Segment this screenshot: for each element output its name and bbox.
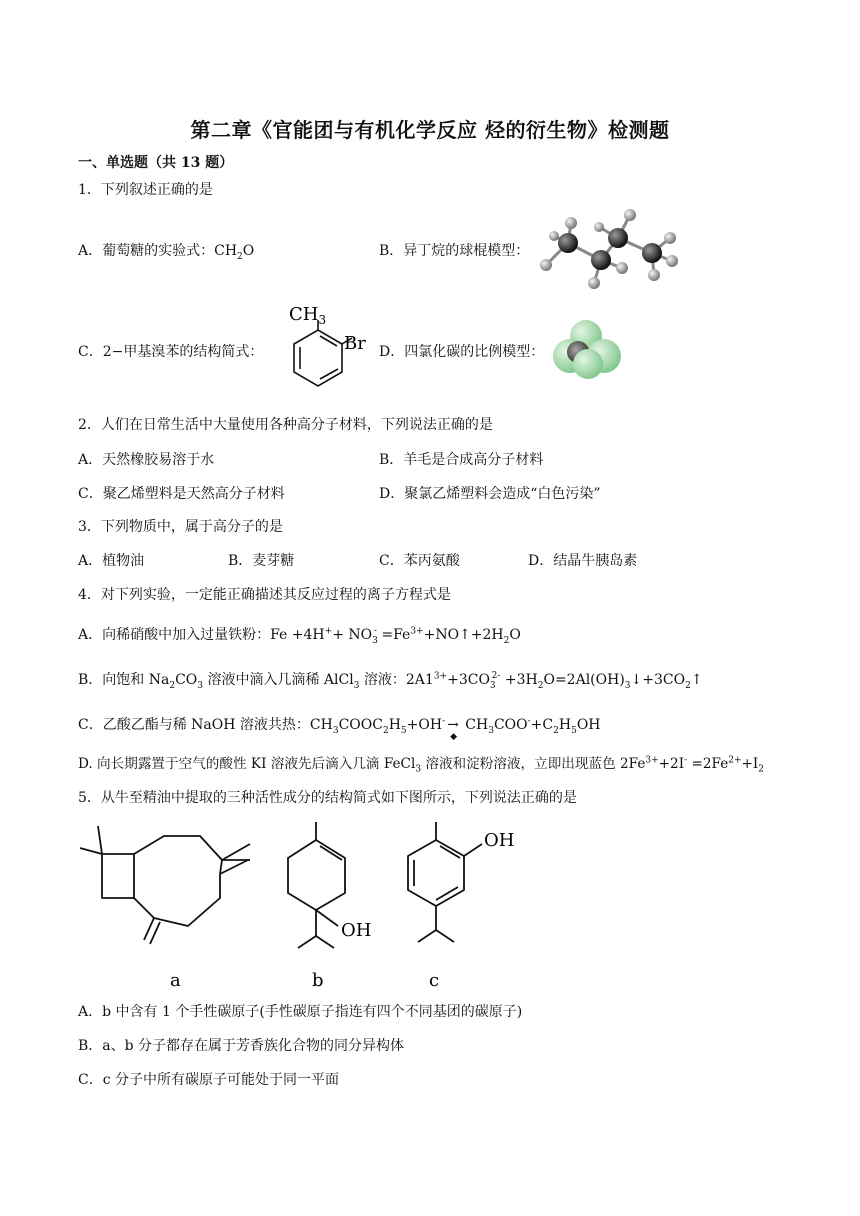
q4-option-a: A．向稀硝酸中加入过量铁粉：$Fe +4H^++ NO_3^-$ $=Fe^{3+}+NO↑+2H_2O$ [78, 626, 521, 646]
hydroxyl-label-b: OH [341, 920, 372, 941]
q2-stem: 2．人们在日常生活中大量使用各种高分子材料，下列说法正确的是 [78, 417, 493, 433]
section-heading: 一、单选题（共 13 题） [78, 155, 234, 171]
q3-stem: 3．下列物质中，属于高分子的是 [78, 519, 283, 535]
label-b: b [312, 970, 324, 991]
hydrogen-atom [565, 217, 577, 229]
label-a: a [170, 970, 181, 991]
hydrogen-atom [666, 255, 678, 267]
q1-option-d-label: D．四氯化碳的比例模型： [379, 344, 545, 360]
q4-option-c: C．乙酸乙酯与稀 NaOH 溶液共热：$CH_3COOC_2H_5+OH^-$ → ◆ $CH_3COO^-+C_2H_5OH$ [78, 716, 601, 742]
q1-option-a-tail: O [242, 243, 255, 259]
q5-structures-figure [70, 818, 530, 998]
hydrogen-atom [549, 231, 559, 241]
methyl-label: $CH_3$ [289, 304, 327, 327]
q3-option-d: D．结晶牛胰岛素 [528, 553, 638, 569]
q1-option-a [78, 242, 254, 260]
hydrogen-atom [664, 232, 676, 244]
hydrogen-atom [648, 269, 660, 281]
carbon-atom [642, 243, 662, 263]
q3-option-a: A．植物油 [78, 553, 145, 569]
hydroxyl-label-c: OH [484, 830, 515, 851]
label-c: c [429, 970, 440, 991]
q1-option-b-label: B．异丁烷的球棍模型： [379, 243, 530, 259]
q1-stem: 1．下列叙述正确的是 [78, 182, 213, 198]
hydrogen-atom [624, 209, 636, 221]
heat-arrow-icon: → [447, 717, 459, 733]
q2-option-c: C．聚乙烯塑料是天然高分子材料 [78, 486, 285, 502]
carbon-atom [591, 250, 611, 270]
q5-option-c: C．c 分子中所有碳原子可能处于同一平面 [78, 1072, 340, 1088]
bromine-label: Br [344, 333, 366, 354]
q3-option-c: C．苯丙氨酸 [379, 553, 460, 569]
carbon-atom [558, 233, 578, 253]
q5-option-b: B．a、b 分子都存在属于芳香族化合物的同分异构体 [78, 1038, 405, 1054]
molecule-c [408, 822, 482, 942]
molecule-a [80, 826, 250, 944]
q5-option-a: A．b 中含有 1 个手性碳原子(手性碳原子指连有四个不同基团的碳原子) [78, 1004, 523, 1020]
q5-stem: 5．从牛至精油中提取的三种活性成分的结构简式如下图所示，下列说法正确的是 [78, 790, 577, 806]
q2-option-a: A．天然橡胶易溶于水 [78, 452, 215, 468]
q2-option-d: D．聚氯乙烯塑料会造成“白色污染” [379, 486, 601, 502]
q4-option-b: B．向饱和 $Na_2CO_3$ 溶液中滴入几滴稀 AlCl$_3$ 溶液：$2A1^{3+}+3CO_3^{2-}$ $+3H_2O=2Al(OH)_3↓+3CO_2↑$ [78, 671, 703, 691]
molecule-b [288, 822, 345, 948]
q1-option-a-formula: CH [214, 243, 238, 259]
q1-option-a-label: A．葡萄糖的实验式： [78, 243, 215, 259]
methyl-bromobenzene-structure [262, 302, 374, 398]
hydrogen-atom [616, 262, 628, 274]
isobutane-ball-stick-model [534, 205, 684, 295]
hydrogen-atom [588, 277, 600, 289]
hydrogen-atom [540, 259, 552, 271]
ccl4-space-filling-model [552, 318, 624, 380]
carbon-atom [608, 228, 628, 248]
q4-stem: 4．对下列实验，一定能正确描述其反应过程的离子方程式是 [78, 587, 451, 603]
hydrogen-atom [594, 222, 604, 232]
page-title: 第二章《官能团与有机化学反应 烃的衍生物》检测题 [190, 118, 670, 142]
q1-option-a-sub: 2 [237, 251, 243, 262]
q4-option-d: D. 向长期露置于空气的酸性 KI 溶液先后滴入几滴 FeCl$_3$ 溶液和淀粉溶液，立即出现蓝色 $2Fe^{3+}+2I^- =2Fe^{2+}+I_2$ [78, 755, 765, 775]
q3-option-b: B．麦芽糖 [228, 553, 295, 569]
chlorine-atom [573, 349, 603, 379]
q2-option-b: B．羊毛是合成高分子材料 [379, 452, 544, 468]
q1-option-c-label: C．2−甲基溴苯的结构简式： [78, 344, 264, 360]
